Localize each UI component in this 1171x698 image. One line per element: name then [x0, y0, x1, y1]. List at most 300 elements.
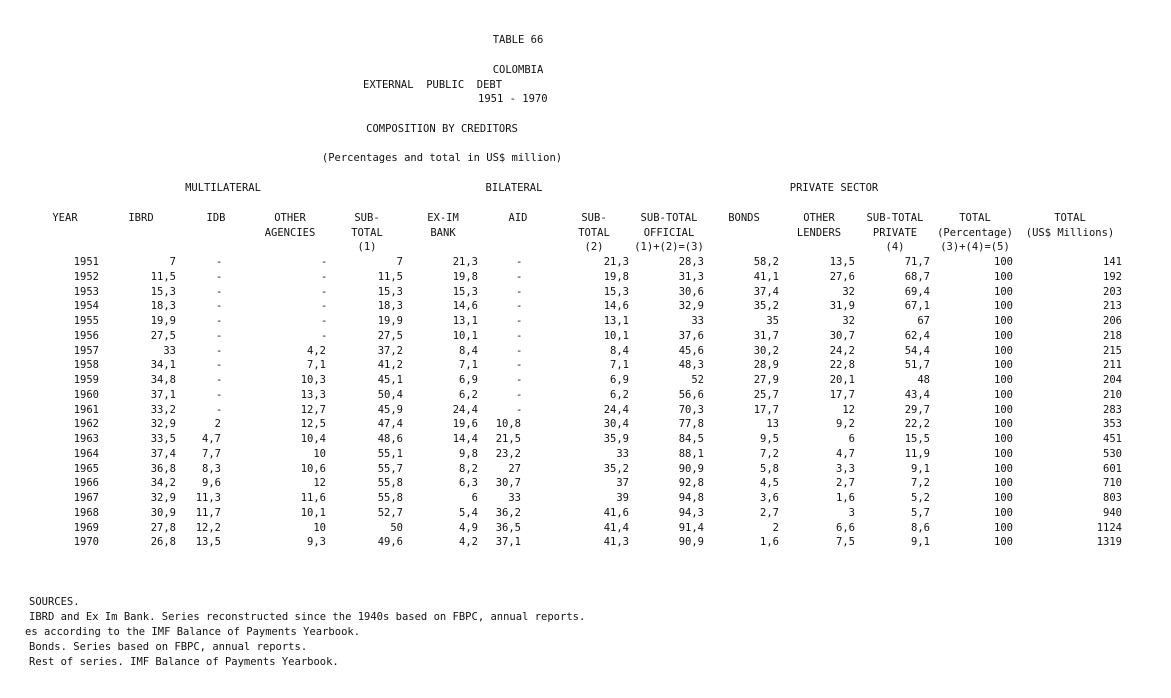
column-header-other-agencies: OTHER: [274, 212, 306, 224]
cell-total-usd: 940: [1103, 506, 1122, 519]
cell-ibrd: 34,2: [150, 477, 176, 490]
cell-year: 1951: [73, 256, 99, 268]
cell-ibrd: 36,8: [150, 462, 176, 475]
cell-ibrd: 15,3: [150, 285, 176, 298]
cell-ibrd: 30,9: [150, 506, 176, 519]
cell-subtotal-private: 15,5: [904, 433, 930, 445]
cell-bonds: 35: [766, 315, 779, 327]
column-header-other-lenders: OTHER: [803, 212, 835, 224]
cell-eximbank: 4,2: [459, 536, 478, 549]
cell-subtotal1: 55,7: [377, 462, 403, 475]
cell-other-lenders: 7,5: [836, 536, 855, 549]
cell-subtotal1: 55,8: [377, 492, 403, 504]
cell-subtotal2: 8,4: [610, 344, 629, 357]
cell-aid: -: [516, 256, 523, 268]
group-bilateral: BILATERAL: [485, 182, 543, 194]
cell-other-lenders: 12: [842, 403, 855, 416]
cell-subtotal-private: 11,9: [904, 447, 930, 460]
cell-year: 1961: [73, 403, 99, 416]
cell-year: 1968: [73, 506, 99, 519]
cell-total-pct: 100: [994, 433, 1013, 445]
cell-other-agencies: 13,3: [300, 388, 326, 401]
cell-subtotal-official: 48,3: [678, 359, 704, 372]
cell-eximbank: 21,3: [452, 256, 478, 268]
cell-subtotal-private: 9,1: [911, 536, 930, 549]
units-note: (Percentages and total in US$ million): [321, 152, 563, 164]
cell-idb: -: [216, 359, 223, 372]
cell-ibrd: 32,9: [150, 418, 176, 431]
cell-subtotal-private: 71,7: [904, 256, 930, 268]
cell-total-usd: 210: [1103, 388, 1122, 401]
cell-subtotal-private: 62,4: [904, 329, 930, 342]
cell-subtotal-official: 45,6: [678, 344, 704, 357]
cell-total-pct: 100: [994, 447, 1013, 460]
cell-eximbank: 10,1: [452, 329, 478, 342]
cell-subtotal-private: 8,6: [911, 521, 930, 534]
cell-eximbank: 14,4: [452, 433, 478, 445]
cell-eximbank: 6: [471, 492, 478, 504]
cell-other-agencies: 12,7: [300, 403, 326, 416]
cell-year: 1965: [73, 462, 99, 475]
cell-subtotal-official: 94,8: [678, 492, 704, 504]
cell-subtotal2: 13,1: [603, 315, 629, 327]
cell-subtotal2: 41,3: [603, 536, 629, 549]
table-row: [0, 374, 1171, 389]
cell-subtotal2: 41,4: [603, 521, 629, 534]
column-header-subtotal-private: SUB-TOTAL: [866, 212, 924, 224]
group-private-sector: PRIVATE SECTOR: [789, 182, 879, 194]
cell-bonds: 41,1: [753, 270, 779, 283]
cell-eximbank: 4,9: [459, 521, 478, 534]
source-line: IBRD and Ex Im Bank. Series reconstructed since the 1940s based on FBPC, annual reports.: [29, 611, 586, 623]
cell-other-agencies: 10: [313, 521, 326, 534]
cell-eximbank: 7,1: [459, 359, 478, 372]
cell-aid: 37,1: [495, 536, 521, 549]
cell-ibrd: 27,8: [150, 521, 176, 534]
cell-idb: 11,3: [195, 492, 221, 504]
cell-total-usd: 213: [1103, 300, 1122, 313]
cell-ibrd: 26,8: [150, 536, 176, 549]
cell-aid: 23,2: [495, 447, 521, 460]
cell-year: 1952: [73, 270, 99, 283]
sources-heading: SOURCES.: [29, 596, 80, 608]
column-header-subtotal-official: OFFICIAL: [643, 226, 695, 239]
cell-subtotal2: 6,9: [610, 374, 629, 386]
cell-idb: -: [216, 315, 223, 327]
cell-other-lenders: 3,3: [836, 462, 855, 475]
cell-bonds: 58,2: [753, 256, 779, 268]
cell-aid: 30,7: [495, 477, 521, 490]
cell-subtotal-private: 5,2: [911, 492, 930, 504]
cell-other-lenders: 32: [842, 315, 855, 327]
cell-subtotal1: 7: [396, 256, 403, 268]
cell-year: 1967: [73, 492, 99, 504]
column-header-subtotal1: TOTAL: [351, 226, 383, 239]
column-header-subtotal1: SUB-: [354, 212, 380, 224]
cell-total-usd: 601: [1103, 462, 1122, 475]
cell-subtotal2: 41,6: [603, 506, 629, 519]
cell-eximbank: 13,1: [452, 315, 478, 327]
cell-other-lenders: 1,6: [836, 492, 855, 504]
cell-other-agencies: 9,3: [307, 536, 326, 549]
cell-subtotal1: 50: [390, 521, 403, 534]
cell-other-agencies: 7,1: [307, 359, 326, 372]
cell-other-lenders: 24,2: [829, 344, 855, 357]
cell-aid: 33: [508, 492, 521, 504]
cell-total-pct: 100: [994, 300, 1013, 313]
cell-bonds: 25,7: [753, 388, 779, 401]
cell-aid: -: [516, 329, 523, 342]
cell-total-pct: 100: [994, 374, 1013, 386]
cell-subtotal-private: 29,7: [904, 403, 930, 416]
cell-subtotal-official: 90,9: [678, 462, 704, 475]
cell-idb: 4,7: [202, 433, 221, 445]
table-row: [0, 286, 1171, 301]
cell-subtotal2: 14,6: [603, 300, 629, 313]
cell-other-agencies: 10,4: [300, 433, 326, 445]
cell-subtotal2: 37: [616, 477, 629, 490]
cell-subtotal2: 15,3: [603, 285, 629, 298]
cell-eximbank: 6,9: [459, 374, 478, 386]
cell-subtotal-official: 32,9: [678, 300, 704, 313]
column-header-subtotal-private: (4): [885, 241, 905, 253]
cell-subtotal1: 41,2: [377, 359, 403, 372]
cell-year: 1959: [73, 374, 99, 386]
cell-total-pct: 100: [994, 388, 1013, 401]
cell-ibrd: 34,8: [150, 374, 176, 386]
cell-total-pct: 100: [994, 285, 1013, 298]
cell-ibrd: 27,5: [150, 329, 176, 342]
cell-other-lenders: 9,2: [836, 418, 855, 431]
cell-other-agencies: 12,5: [300, 418, 326, 431]
cell-other-agencies: 4,2: [307, 344, 326, 357]
cell-bonds: 27,9: [753, 374, 779, 386]
cell-total-pct: 100: [994, 315, 1013, 327]
cell-total-usd: 204: [1103, 374, 1122, 386]
cell-total-usd: 192: [1103, 270, 1122, 283]
cell-ibrd: 19,9: [150, 315, 176, 327]
column-header-total-pct: (3)+(4)=(5): [940, 241, 1010, 253]
cell-subtotal-official: 52: [691, 374, 704, 386]
cell-other-agencies: -: [321, 329, 328, 342]
cell-total-usd: 1319: [1096, 536, 1122, 549]
cell-ibrd: 33: [163, 344, 176, 357]
cell-aid: -: [516, 315, 523, 327]
cell-bonds: 1,6: [760, 536, 779, 549]
cell-other-lenders: 32: [842, 285, 855, 298]
cell-year: 1957: [73, 344, 99, 357]
cell-aid: 27: [508, 462, 521, 475]
column-header-idb: IDB: [206, 212, 226, 224]
cell-total-usd: 203: [1103, 285, 1122, 298]
table-row: [0, 418, 1171, 433]
cell-total-usd: 710: [1103, 477, 1122, 490]
cell-subtotal-private: 43,4: [904, 388, 930, 401]
cell-bonds: 2: [772, 521, 779, 534]
table-row: [0, 345, 1171, 360]
column-header-year: YEAR: [52, 212, 78, 224]
composition-title: COMPOSITION BY CREDITORS: [366, 123, 518, 135]
cell-idb: -: [216, 329, 223, 342]
cell-idb: -: [216, 344, 223, 357]
cell-subtotal1: 55,1: [377, 447, 403, 460]
cell-other-lenders: 4,7: [836, 447, 855, 460]
cell-bonds: 35,2: [753, 300, 779, 313]
cell-subtotal1: 18,3: [377, 300, 403, 313]
cell-eximbank: 14,6: [452, 300, 478, 313]
cell-subtotal-private: 48: [917, 374, 930, 386]
cell-total-usd: 283: [1103, 403, 1122, 416]
column-header-subtotal1: (1): [357, 241, 377, 253]
cell-subtotal2: 39: [616, 492, 629, 504]
cell-idb: 2: [214, 418, 221, 431]
cell-idb: -: [216, 300, 223, 313]
cell-eximbank: 6,2: [459, 388, 478, 401]
cell-bonds: 13: [766, 418, 779, 431]
cell-ibrd: 34,1: [150, 359, 176, 372]
cell-aid: -: [516, 300, 523, 313]
cell-other-lenders: 17,7: [829, 388, 855, 401]
column-header-subtotal2: SUB-: [581, 212, 607, 224]
cell-other-agencies: 10,6: [300, 462, 326, 475]
cell-aid: -: [516, 388, 523, 401]
cell-subtotal-official: 84,5: [678, 433, 704, 445]
table-row: [0, 271, 1171, 286]
cell-ibrd: 11,5: [150, 270, 176, 283]
table-row: [0, 536, 1171, 551]
cell-eximbank: 24,4: [452, 403, 478, 416]
cell-bonds: 28,9: [753, 359, 779, 372]
cell-subtotal1: 49,6: [377, 536, 403, 549]
cell-subtotal1: 45,9: [377, 403, 403, 416]
table-row: [0, 315, 1171, 330]
cell-total-usd: 211: [1103, 359, 1122, 372]
cell-subtotal1: 19,9: [377, 315, 403, 327]
cell-subtotal-private: 67: [917, 315, 930, 327]
cell-year: 1969: [73, 521, 99, 534]
table-row: [0, 477, 1171, 492]
cell-subtotal-official: 70,3: [678, 403, 704, 416]
cell-subtotal-official: 28,3: [678, 256, 704, 268]
cell-year: 1966: [73, 477, 99, 490]
cell-total-pct: 100: [994, 492, 1013, 504]
cell-subtotal-official: 90,9: [678, 536, 704, 549]
cell-total-usd: 451: [1103, 433, 1122, 445]
cell-bonds: 31,7: [753, 329, 779, 342]
cell-subtotal-official: 37,6: [678, 329, 704, 342]
cell-year: 1960: [73, 388, 99, 401]
cell-eximbank: 9,8: [459, 447, 478, 460]
subject-title: EXTERNAL PUBLIC DEBT: [363, 79, 503, 91]
cell-eximbank: 5,4: [459, 506, 478, 519]
cell-subtotal1: 37,2: [377, 344, 403, 357]
table-row: [0, 404, 1171, 419]
cell-idb: -: [216, 256, 223, 268]
cell-other-lenders: 6: [848, 433, 855, 445]
cell-subtotal2: 21,3: [603, 256, 629, 268]
cell-other-agencies: 10: [313, 447, 326, 460]
cell-year: 1964: [73, 447, 99, 460]
cell-other-lenders: 13,5: [829, 256, 855, 268]
cell-eximbank: 6,3: [459, 477, 478, 490]
cell-subtotal1: 15,3: [377, 285, 403, 298]
table-number: TABLE 66: [492, 34, 544, 46]
cell-total-usd: 530: [1103, 447, 1122, 460]
table-row: [0, 433, 1171, 448]
cell-eximbank: 8,4: [459, 344, 478, 357]
table-row: [0, 463, 1171, 478]
cell-ibrd: 33,2: [150, 403, 176, 416]
cell-subtotal1: 50,4: [377, 388, 403, 401]
cell-subtotal-official: 31,3: [678, 270, 704, 283]
cell-subtotal-private: 68,7: [904, 270, 930, 283]
cell-aid: 36,2: [495, 506, 521, 519]
cell-total-usd: 353: [1103, 418, 1122, 431]
cell-subtotal2: 7,1: [610, 359, 629, 372]
cell-year: 1962: [73, 418, 99, 431]
column-header-bonds: BONDS: [728, 212, 760, 224]
cell-total-usd: 215: [1103, 344, 1122, 357]
country-title: COLOMBIA: [492, 64, 544, 76]
cell-subtotal-private: 22,2: [904, 418, 930, 431]
cell-total-pct: 100: [994, 359, 1013, 372]
cell-idb: 11,7: [195, 506, 221, 519]
cell-ibrd: 32,9: [150, 492, 176, 504]
column-header-subtotal2: TOTAL: [578, 226, 610, 239]
cell-bonds: 37,4: [753, 285, 779, 298]
column-header-other-lenders: LENDERS: [796, 226, 842, 239]
cell-other-agencies: -: [321, 270, 328, 283]
cell-total-pct: 100: [994, 506, 1013, 519]
cell-subtotal-official: 88,1: [678, 447, 704, 460]
cell-bonds: 7,2: [760, 447, 779, 460]
cell-idb: 13,5: [195, 536, 221, 549]
cell-total-usd: 1124: [1096, 521, 1122, 534]
cell-total-pct: 100: [994, 344, 1013, 357]
column-header-ibrd: IBRD: [128, 212, 154, 224]
cell-subtotal-official: 30,6: [678, 285, 704, 298]
cell-eximbank: 15,3: [452, 285, 478, 298]
cell-other-lenders: 31,9: [829, 300, 855, 313]
cell-ibrd: 37,1: [150, 388, 176, 401]
period-title: 1951 - 1970: [478, 93, 548, 105]
cell-aid: -: [516, 359, 523, 372]
cell-ibrd: 18,3: [150, 300, 176, 313]
cell-other-agencies: 10,3: [300, 374, 326, 386]
cell-subtotal-official: 91,4: [678, 521, 704, 534]
table-row: [0, 389, 1171, 404]
cell-ibrd: 33,5: [150, 433, 176, 445]
cell-subtotal2: 10,1: [603, 329, 629, 342]
cell-other-lenders: 3: [848, 506, 855, 519]
cell-bonds: 4,5: [760, 477, 779, 490]
table-row: [0, 256, 1171, 271]
cell-total-pct: 100: [994, 536, 1013, 549]
cell-year: 1970: [73, 536, 99, 549]
cell-subtotal2: 35,9: [603, 433, 629, 445]
cell-aid: -: [516, 403, 523, 416]
column-header-subtotal-private: PRIVATE: [872, 226, 918, 239]
group-multilateral: MULTILATERAL: [185, 182, 261, 194]
cell-subtotal-private: 54,4: [904, 344, 930, 357]
cell-total-pct: 100: [994, 477, 1013, 490]
cell-subtotal2: 33: [616, 447, 629, 460]
cell-bonds: 3,6: [760, 492, 779, 504]
column-header-aid: AID: [508, 212, 528, 224]
cell-subtotal-private: 5,7: [911, 506, 930, 519]
cell-idb: 12,2: [195, 521, 221, 534]
table-row: [0, 300, 1171, 315]
column-header-other-agencies: AGENCIES: [264, 226, 316, 239]
table-row: [0, 507, 1171, 522]
cell-subtotal-private: 7,2: [911, 477, 930, 490]
cell-total-usd: 218: [1103, 329, 1122, 342]
column-header-eximbank: EX-IM: [427, 212, 459, 224]
cell-subtotal-private: 9,1: [911, 462, 930, 475]
cell-other-lenders: 6,6: [836, 521, 855, 534]
cell-other-lenders: 20,1: [829, 374, 855, 386]
cell-year: 1955: [73, 315, 99, 327]
cell-bonds: 17,7: [753, 403, 779, 416]
cell-subtotal1: 47,4: [377, 418, 403, 431]
cell-subtotal2: 35,2: [603, 462, 629, 475]
cell-total-pct: 100: [994, 270, 1013, 283]
cell-subtotal1: 45,1: [377, 374, 403, 386]
cell-subtotal-official: 56,6: [678, 388, 704, 401]
cell-subtotal2: 6,2: [610, 388, 629, 401]
cell-aid: -: [516, 270, 523, 283]
cell-subtotal1: 11,5: [377, 270, 403, 283]
cell-ibrd: 7: [169, 256, 176, 268]
cell-subtotal2: 24,4: [603, 403, 629, 416]
cell-subtotal1: 48,6: [377, 433, 403, 445]
cell-aid: 21,5: [495, 433, 521, 445]
column-header-total-usd: TOTAL: [1054, 212, 1086, 224]
cell-idb: -: [216, 374, 223, 386]
cell-total-pct: 100: [994, 403, 1013, 416]
cell-bonds: 30,2: [753, 344, 779, 357]
cell-idb: -: [216, 403, 223, 416]
cell-subtotal-official: 77,8: [678, 418, 704, 431]
cell-idb: 9,6: [202, 477, 221, 490]
column-header-subtotal-official: (1)+(2)=(3): [634, 241, 704, 253]
cell-ibrd: 37,4: [150, 447, 176, 460]
cell-total-usd: 803: [1103, 492, 1122, 504]
cell-bonds: 2,7: [760, 506, 779, 519]
cell-other-agencies: 11,6: [300, 492, 326, 504]
column-header-total-pct: (Percentage): [937, 226, 1013, 239]
cell-other-agencies: 12: [313, 477, 326, 490]
column-header-subtotal2: (2): [584, 241, 604, 253]
table-row: [0, 359, 1171, 374]
cell-subtotal-official: 92,8: [678, 477, 704, 490]
cell-aid: -: [516, 285, 523, 298]
cell-other-agencies: 10,1: [300, 506, 326, 519]
cell-idb: 7,7: [202, 447, 221, 460]
table-row: [0, 448, 1171, 463]
cell-subtotal1: 55,8: [377, 477, 403, 490]
cell-idb: -: [216, 388, 223, 401]
cell-total-pct: 100: [994, 329, 1013, 342]
table-row: [0, 522, 1171, 537]
cell-other-agencies: -: [321, 315, 328, 327]
cell-other-agencies: -: [321, 256, 328, 268]
cell-subtotal-official: 33: [691, 315, 704, 327]
cell-eximbank: 19,8: [452, 270, 478, 283]
source-line: Bonds. Series based on FBPC, annual reports.: [29, 641, 308, 653]
cell-eximbank: 8,2: [459, 462, 478, 475]
table-row: [0, 492, 1171, 507]
